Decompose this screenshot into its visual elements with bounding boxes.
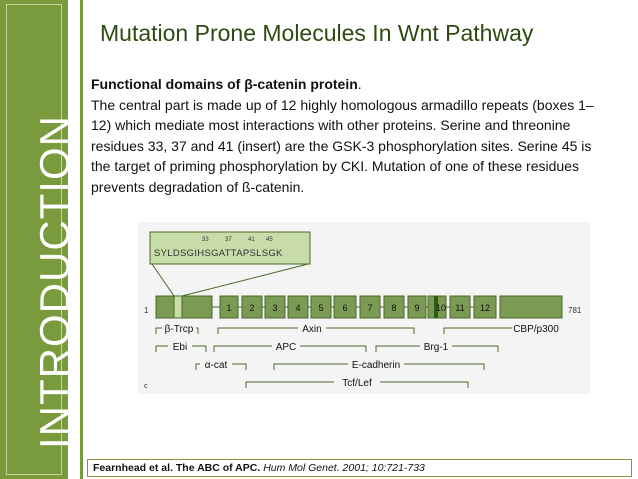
start-residue-label: 1 bbox=[144, 306, 149, 315]
repeat-label: 3 bbox=[272, 303, 278, 313]
repeat-label: 12 bbox=[479, 303, 491, 313]
domain-label: Axin bbox=[302, 324, 322, 335]
sidebar bbox=[0, 0, 78, 479]
repeat-label: 2 bbox=[249, 303, 255, 313]
citation-title: The ABC of APC. bbox=[175, 462, 261, 474]
divider-line bbox=[80, 0, 83, 479]
repeat-label: 10 bbox=[435, 303, 447, 313]
repeat-label: 7 bbox=[367, 303, 373, 313]
figure-panel-mark: c bbox=[144, 383, 148, 390]
residue-number: 45 bbox=[266, 237, 273, 243]
domain-label: APC bbox=[275, 342, 297, 353]
citation-box bbox=[87, 459, 632, 477]
residue-number: 41 bbox=[248, 237, 255, 243]
end-residue-label: 781 bbox=[568, 306, 582, 315]
description-heading-end: . bbox=[357, 76, 362, 92]
residue-number: 33 bbox=[202, 237, 209, 243]
repeat-label: 6 bbox=[342, 303, 348, 313]
slide-description bbox=[91, 74, 611, 197]
sequence-text: SYLDSGIHSGATTAPSLSGK bbox=[154, 248, 283, 259]
residue-number: 37 bbox=[225, 237, 232, 243]
domain-label: Brg-1 bbox=[423, 342, 449, 353]
description-heading: Functional domains of β-catenin protein bbox=[91, 76, 358, 92]
c-terminal-box bbox=[500, 296, 562, 318]
slide-title: Mutation Prone Molecules In Wnt Pathway bbox=[100, 20, 534, 46]
domain-label: E-cadherin bbox=[351, 360, 401, 371]
repeat-label: 4 bbox=[295, 303, 301, 313]
citation-journal: Hum Mol Genet. 2001; 10:721-733 bbox=[263, 462, 425, 474]
phospho-site-box bbox=[174, 296, 182, 318]
repeat-label: 8 bbox=[391, 303, 397, 313]
beta-catenin-domain-figure bbox=[138, 222, 590, 394]
repeat-label: 1 bbox=[226, 303, 232, 313]
domain-label: CBP/p300 bbox=[513, 324, 559, 335]
domain-label: α-cat bbox=[204, 360, 228, 371]
section-label: INTRODUCTION bbox=[31, 115, 78, 449]
n-terminal-box bbox=[156, 296, 212, 318]
description-body: The central part is made up of 12 highly homologous armadillo repeats (boxes 1–12) which mediate most interactions with other proteins. Serine and threonine residues 33, 37 and 41 (insert) are the GSK-3 phosphorylation sites. Serine 45 is the target of priming phosphorylation by CKI. Mutation of one of these residues prevents degradation of ß-catenin. bbox=[91, 96, 594, 195]
citation-authors: Fearnhead et al. bbox=[93, 462, 173, 474]
repeat-label: 9 bbox=[414, 303, 420, 313]
domain-label: β-Trcp bbox=[164, 324, 194, 335]
domain-label: Ebi bbox=[172, 342, 188, 353]
repeat-label: 5 bbox=[318, 303, 324, 313]
domain-label: Tcf/Lef bbox=[342, 378, 372, 389]
repeat-label: 11 bbox=[455, 303, 465, 313]
